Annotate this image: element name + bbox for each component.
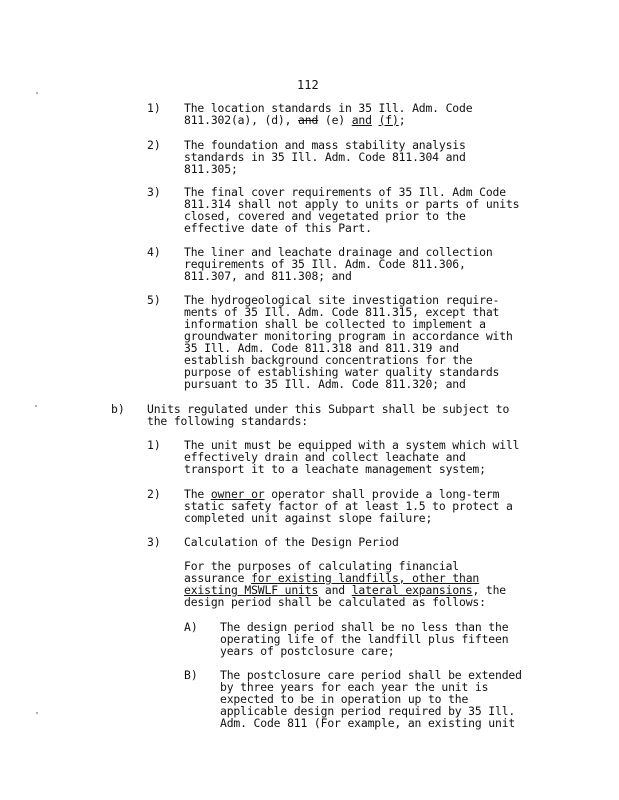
inserted-lateral-expansions: lateral expansions (351, 583, 473, 597)
item-1-line-2a: 811.302(a), (d), (184, 113, 299, 127)
item-5-line: ments of 35 Ill. Adm. Code 811.315, except that (184, 305, 500, 319)
item-4-label: 4) (147, 245, 161, 259)
b3-para-line-2a: assurance (184, 571, 252, 585)
inserted-f: (f) (378, 113, 399, 127)
item-4-line: 811.307, and 811.308; and (184, 269, 352, 283)
item-1-label: 1) (147, 101, 161, 115)
b3-para-line-1: For the purposes of calculating financial (184, 559, 460, 573)
struck-and: and (298, 113, 319, 127)
sub-b-label: B) (184, 668, 198, 682)
b3-para-line-3b: and (318, 583, 352, 597)
sub-b-line: Adm. Code 811 (For example, an existing unit (220, 716, 516, 730)
item-5-line: groundwater monitoring program in accordance with (184, 329, 513, 343)
sub-a-line: operating life of the landfill plus fifteen (220, 632, 509, 646)
b1-label: 1) (147, 438, 161, 452)
scan-speck (36, 712, 38, 714)
b3-heading: Calculation of the Design Period (184, 535, 399, 549)
sub-b-line: by three years for each year the unit is (220, 680, 489, 694)
item-3-line: The final cover requirements of 35 Ill. Adm Code (184, 185, 506, 199)
b2-line-2: static safety factor of at least 1.5 to protect a (184, 499, 513, 513)
inserted-and: and (351, 113, 372, 127)
b1-line: The unit must be equipped with a system which will (184, 438, 520, 452)
section-b-label: b) (111, 402, 125, 416)
sub-b-line: expected to be in operation up to the (220, 692, 469, 706)
item-2-label: 2) (147, 138, 161, 152)
item-1-line-1: The location standards in 35 Ill. Adm. Code (184, 101, 473, 115)
b1-line: effectively drain and collect leachate and (184, 450, 466, 464)
item-1-line-2c (372, 113, 379, 127)
inserted-owner-or: owner or (210, 487, 265, 501)
scan-speck (36, 92, 38, 94)
b2-label: 2) (147, 487, 161, 501)
sub-a-line: The design period shall be no less than the (220, 620, 509, 634)
item-2-line: standards in 35 Ill. Adm. Code 811.304 and (184, 150, 466, 164)
item-4-line: The liner and leachate drainage and collection (184, 245, 493, 259)
b2-line-1a: The (184, 487, 211, 501)
item-5-line: information shall be collected to implement a (184, 317, 486, 331)
sub-b-line: The postclosure care period shall be extended (220, 668, 522, 682)
item-2-line: 811.305; (184, 162, 238, 176)
b1-line: transport it to a leachate management system; (184, 462, 486, 476)
item-5-line: 35 Ill. Adm. Code 811.318 and 811.319 and (184, 341, 460, 355)
item-5-line: establish background concentrations for the (184, 353, 473, 367)
b2-line-3: completed unit against slope failure; (184, 511, 433, 525)
sub-b-line: applicable design period required by 35 Ill. (220, 704, 516, 718)
scan-speck (35, 405, 37, 407)
item-3-label: 3) (147, 185, 161, 199)
section-b-line: Units regulated under this Subpart shall be subject to (147, 402, 510, 416)
section-b-line: the following standards: (147, 414, 308, 428)
item-1-line-2 (184, 114, 405, 126)
inserted-existing-mswlf: existing MSWLF units (184, 583, 319, 597)
item-5-line: purpose of establishing water quality standards (184, 365, 500, 379)
item-1-line-2b: (e) (318, 113, 352, 127)
b3-para-line-3c: , the (472, 583, 506, 597)
item-5-line: pursuant to 35 Ill. Adm. Code 811.320; and (184, 377, 466, 391)
item-1-line-2d: ; (398, 113, 406, 127)
item-5-line: The hydrogeological site investigation require- (184, 293, 500, 307)
item-4-line: requirements of 35 Ill. Adm. Code 811.306, (184, 257, 466, 271)
b2-line-1b: operator shall provide a long-term (264, 487, 500, 501)
item-2-line: The foundation and mass stability analysis (184, 138, 466, 152)
page-number: 112 (297, 78, 319, 92)
item-3-line: effective date of this Part. (184, 221, 372, 235)
b3-label: 3) (147, 535, 161, 549)
item-5-label: 5) (147, 293, 161, 307)
b3-para-line-4: design period shall be calculated as follows: (184, 595, 486, 609)
inserted-existing-landfills: for existing landfills, other than (251, 571, 480, 585)
item-3-line: closed, covered and vegetated prior to the (184, 209, 466, 223)
sub-a-label: A) (184, 620, 198, 634)
sub-a-line: years of postclosure care; (220, 644, 395, 658)
item-3-line: 811.314 shall not apply to units or parts of units (184, 197, 520, 211)
